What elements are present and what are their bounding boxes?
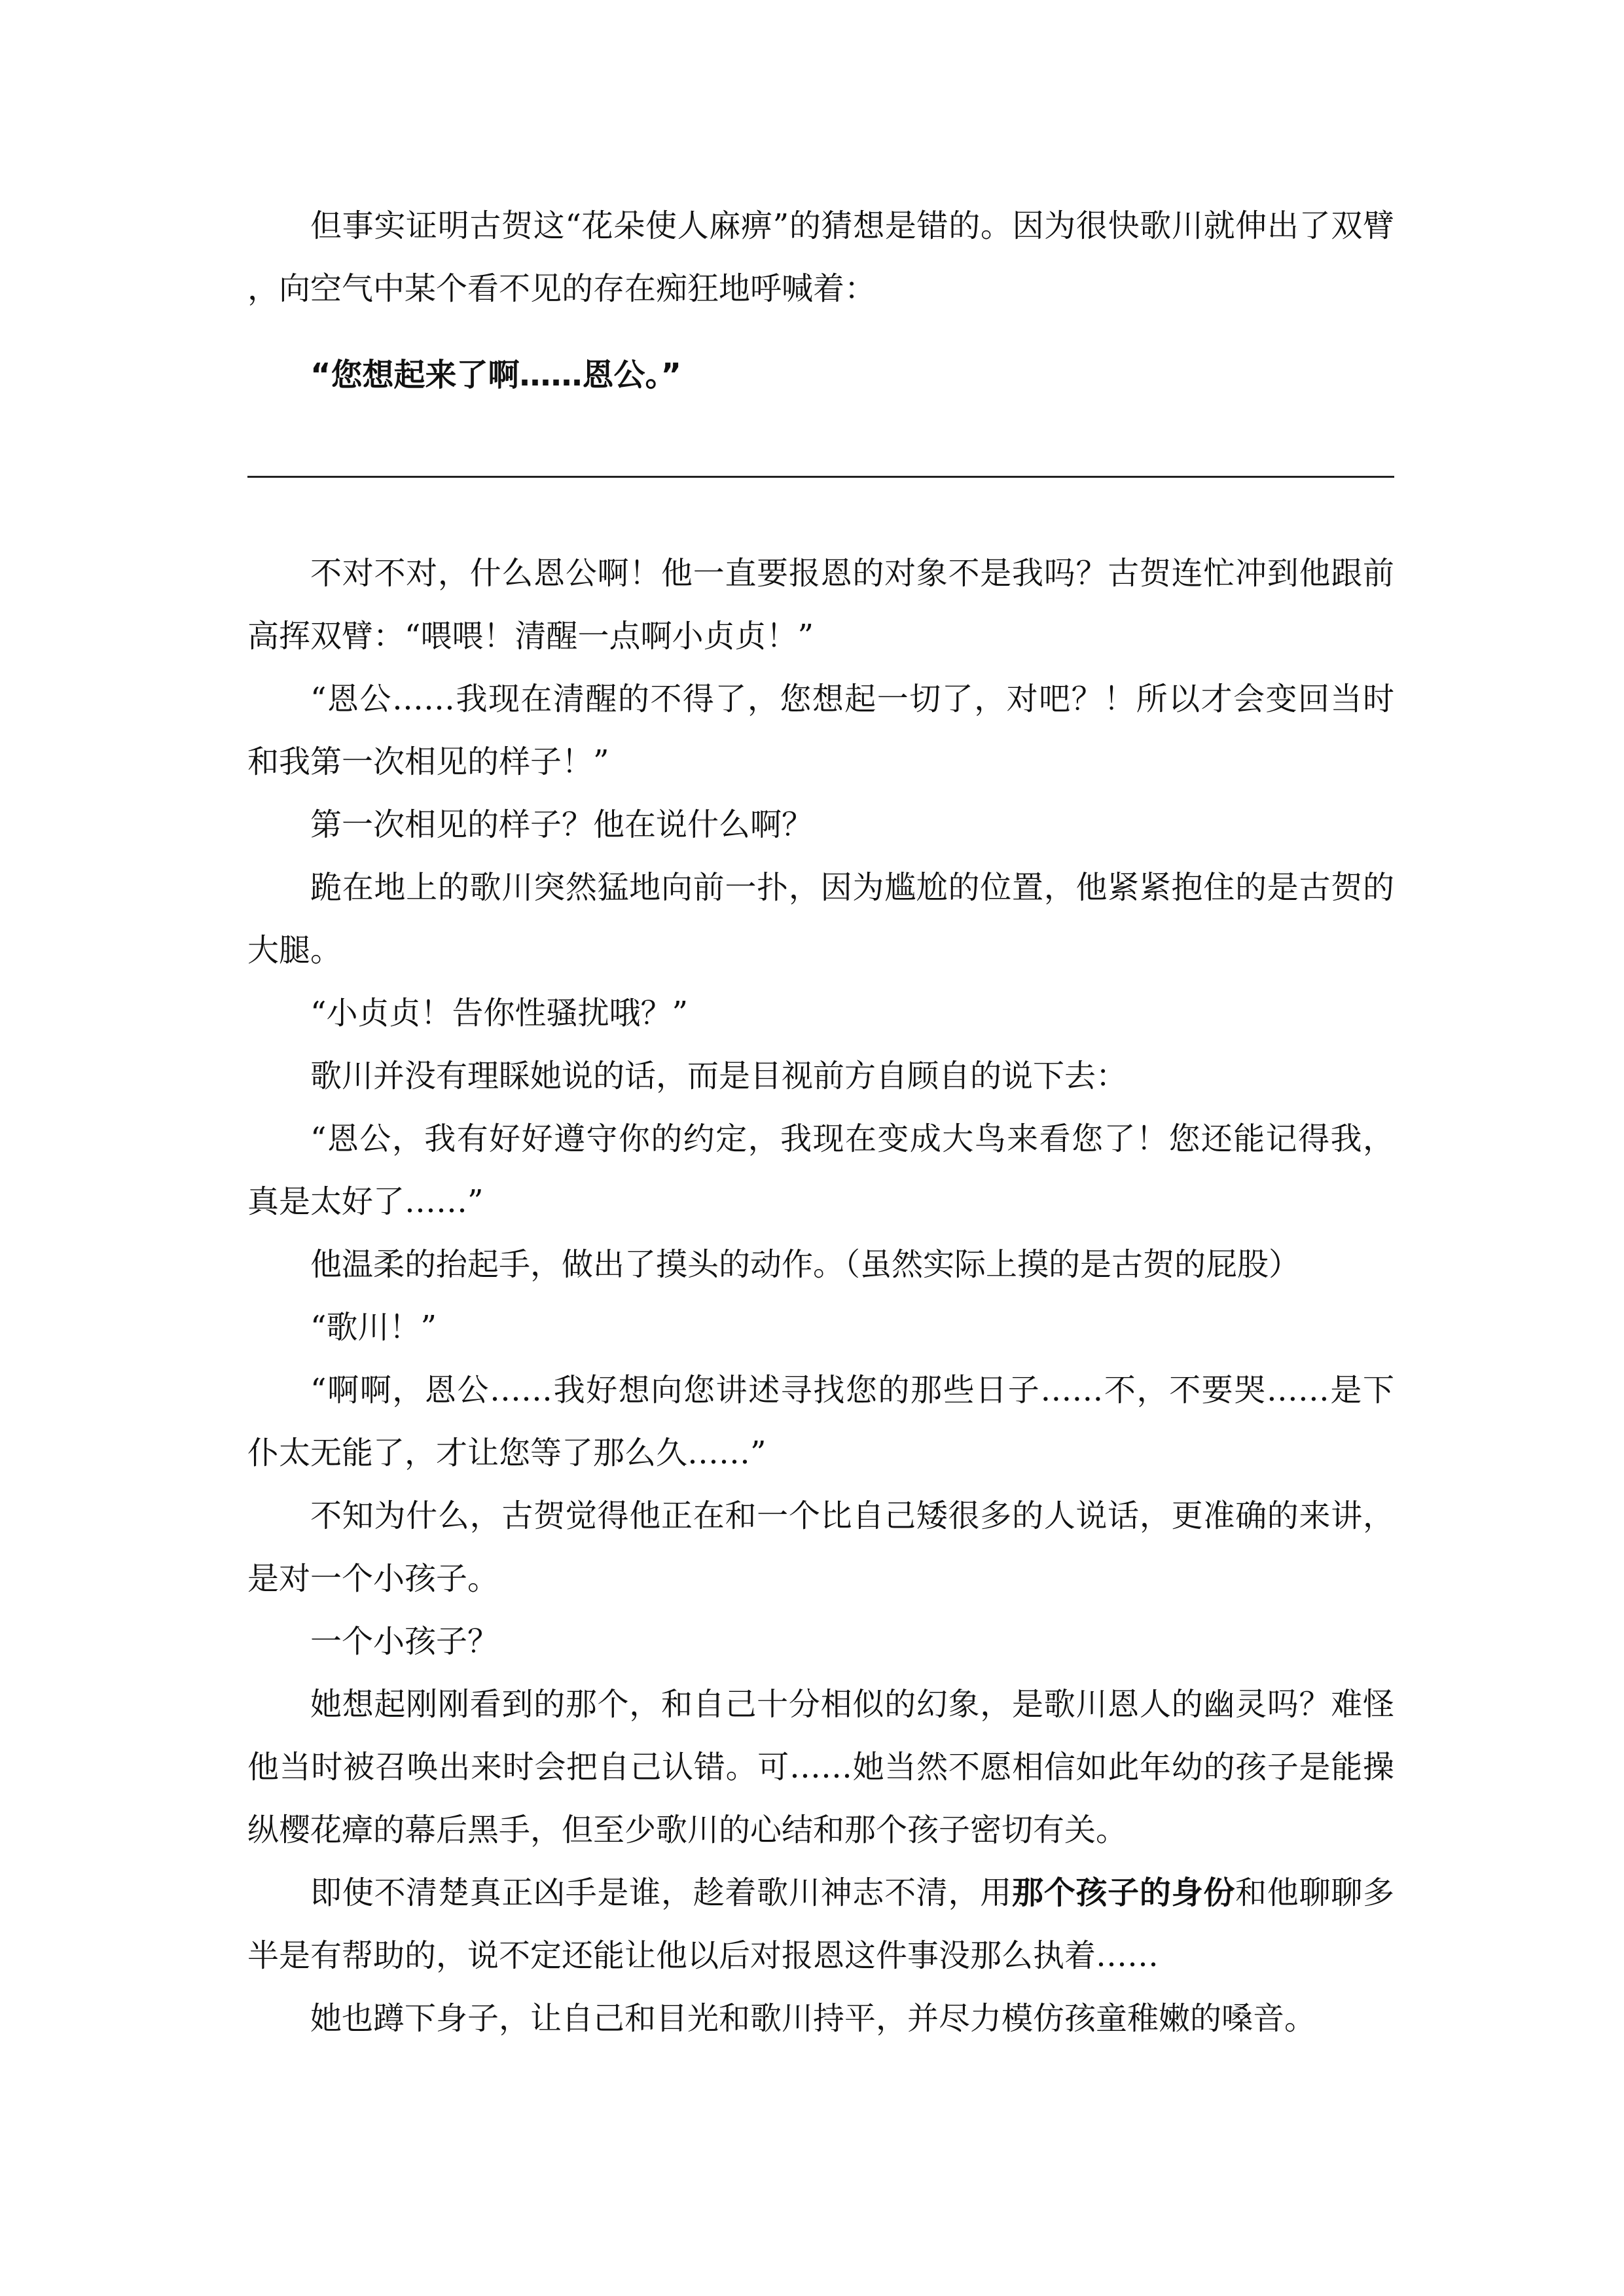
- paragraph-text: 即使不清楚真正凶手是谁，趁着歌川神志不清，用: [310, 1874, 1012, 1911]
- paragraph: 第一次相见的样子？他在说什么啊？: [310, 806, 814, 843]
- paragraph-text: 和他聊聊多半是有帮助的，说不定还能让他以后对报恩这件事没那么执着……: [247, 1874, 1394, 1974]
- paragraph: 跪在地上的歌川突然猛地向前一扑，因为尴尬的位置，他紧紧抱住的是古贺的大腿。: [247, 869, 1394, 969]
- paragraph: 她想起刚刚看到的那个，和自己十分相似的幻象，是歌川恩人的幽灵吗？难怪他当时被召唤出来时会把自己认错。可……她当然不愿相信如此年幼的孩子是能操纵樱花瘴的幕后黑手，但至少歌川的心结和那个孩子密切有关。: [247, 1686, 1394, 1848]
- paragraph: 一个小孩子？: [310, 1623, 499, 1660]
- paragraph: 她也蹲下身子，让自己和目光和歌川持平，并尽力模仿孩童稚嫩的嗓音。: [310, 2000, 1316, 2037]
- paragraph: 但事实证明古贺这“花朵使人麻痹”的猜想是错的。因为很快歌川就伸出了双臂，向空气中某个看不见的存在痴狂地呼喊着：: [247, 207, 1394, 307]
- paragraph: 不知为什么，古贺觉得他正在和一个比自己矮很多的人说话，更准确的来讲，是对一个小孩子。: [247, 1498, 1394, 1597]
- paragraph: 他温柔的抬起手，做出了摸头的动作。（虽然实际上摸的是古贺的屁股）: [310, 1246, 1301, 1283]
- paragraph: “恩公……我现在清醒的不得了，您想起一切了，对吧？！所以才会变回当时和我第一次相见的样子！”: [247, 681, 1394, 780]
- bold-phrase: 那个孩子的身份: [1011, 1874, 1236, 1911]
- paragraph: “小贞贞！告你性骚扰哦？”: [310, 995, 689, 1031]
- section-divider: [247, 476, 1394, 478]
- paragraph: 不对不对，什么恩公啊！他一直要报恩的对象不是我吗？古贺连忙冲到他跟前高挥双臂：“喂喂！清醒一点啊小贞贞！”: [247, 555, 1394, 655]
- section-two: [247, 542, 1394, 2050]
- paragraph-with-bold: [247, 1861, 1394, 1987]
- paragraph: “恩公，我有好好遵守你的约定，我现在变成大鸟来看您了！您还能记得我，真是太好了……”: [247, 1121, 1394, 1220]
- paragraph: “歌川！”: [310, 1309, 437, 1346]
- section-one: [247, 194, 1394, 406]
- emphasized-quote: “您想起来了啊……恩公。”: [310, 357, 682, 393]
- paragraph: “啊啊，恩公……我好想向您讲述寻找您的那些日子……不，不要哭……是下仆太无能了，才让您等了那么久……”: [247, 1372, 1394, 1471]
- paragraph: 歌川并没有理睬她说的话，而是目视前方自顾自的说下去：: [310, 1058, 1128, 1094]
